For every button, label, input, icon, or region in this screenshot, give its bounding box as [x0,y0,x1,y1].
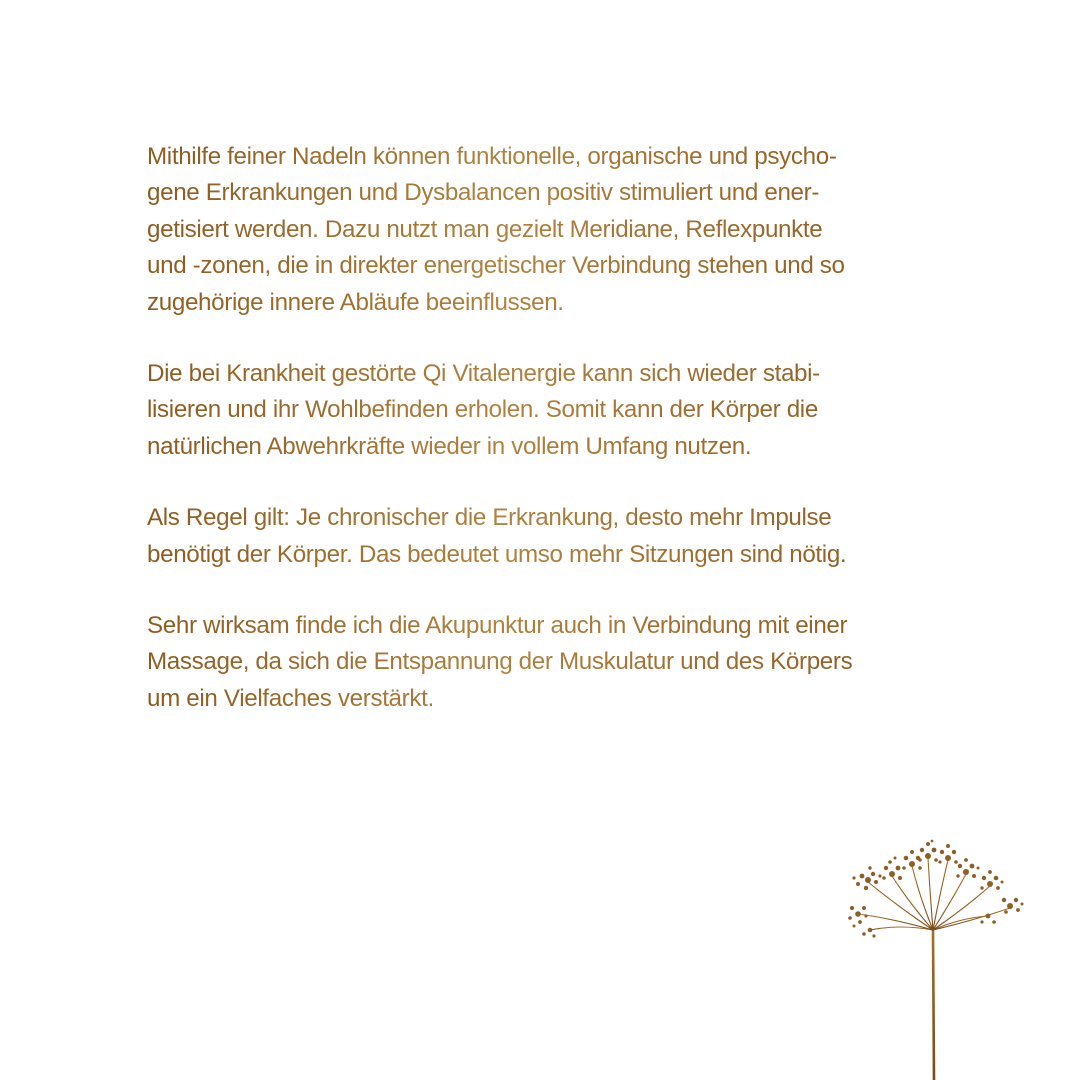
text-line: lisieren und ihr Wohlbefinden erholen. Somit kann der Körper die [147,392,937,428]
paragraph-2 [147,356,937,465]
text-line: Die bei Krankheit gestörte Qi Vitalenergie kann sich wieder stabi- [147,356,937,392]
text-line: und -zonen, die in direkter energetischer Verbindung stehen und so [147,248,937,284]
text-line: um ein Vielfaches verstärkt. [147,681,937,717]
paragraph-1 [147,139,937,321]
text-line: Als Regel gilt: Je chronischer die Erkrankung, desto mehr Impulse [147,500,937,536]
text-line: Massage, da sich die Entspannung der Muskulatur und des Körpers [147,644,937,680]
body-text [147,139,937,752]
text-line: Sehr wirksam finde ich die Akupunktur auch in Verbindung mit einer [147,608,937,644]
text-line: getisiert werden. Dazu nutzt man gezielt Meridiane, Reflexpunkte [147,212,937,248]
text-line: Mithilfe feiner Nadeln können funktionelle, organische und psycho- [147,139,937,175]
dried-umbel-flower-icon [840,838,1030,1080]
cluster [852,866,881,890]
text-line: benötigt der Körper. Das bedeutet umso mehr Sitzungen sind nötig. [147,537,937,573]
text-line: zugehörige innere Abläufe beeinflussen. [147,285,937,321]
text-line: natürlichen Abwehrkräfte wieder in vollem Umfang nutzen. [147,429,937,465]
text-line: gene Erkrankungen und Dysbalancen positiv stimuliert und ener- [147,175,937,211]
paragraph-3 [147,500,937,573]
paragraph-4 [147,608,937,717]
